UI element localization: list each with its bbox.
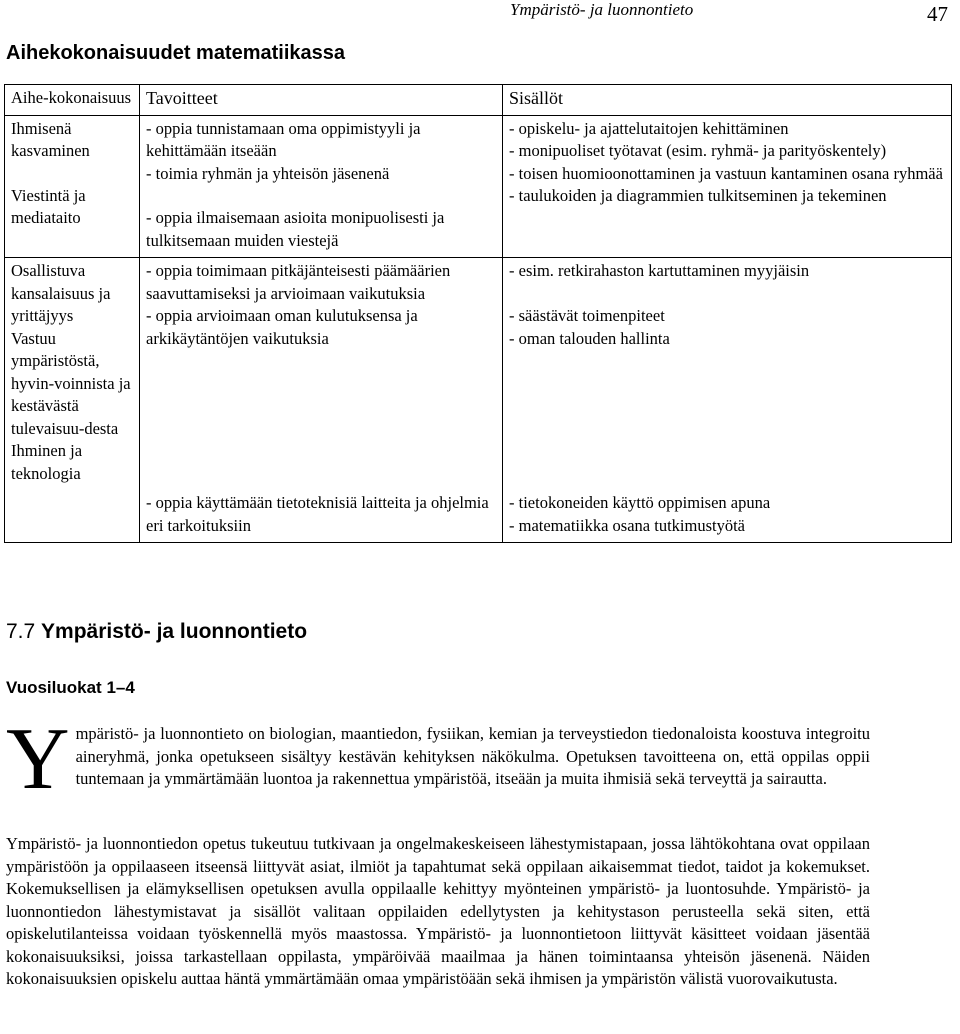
page-number: 47 [927,2,948,26]
table-header-row [5,85,952,116]
grade-heading: Vuosiluokat 1–4 [6,678,135,697]
cell-topic [5,115,140,258]
topic-label: Viestintä ja mediataito [11,185,86,227]
table-row [5,115,952,258]
section-heading: Aihekokonaisuudet matematiikassa [6,42,346,64]
intro-text: mpäristö- ja luonnontieto on biologian, maantiedon, fysiikan, kemian ja terveystiedon tiedonaloista koostuva integroitu aineryhmä, jonka opetukseen sisältyy kestävän kehityksen näkökulma. Opetuksen tavoitteena on, että oppilas oppii tuntemaan ja ymmärtämään luontoa ja rakennettua ympäristöä, itseään ja muita ihmisiä sekä terveyttä ja sairautta. [75,724,870,788]
body-paragraph: Ympäristö- ja luonnontiedon opetus tukeutuu tutkivaan ja ongelmakeskeiseen lähestymistapaan, jossa lähtökohtana ovat oppilaan ympäristöön ja oppilaaseen itseensä liittyvät asiat, ilmiöt ja tapahtumat sekä oppilaan aikaisemmat tiedot, taidot ja kokemukset. Kokemuksellisen ja elämyksellisen opetuksen avulla oppilaalle kehittyy myönteinen ympäristö- ja luontosuhde. Ympäristö- ja luonnontiedon lähestymistavat ja sisällöt valitaan oppilaiden edellytysten ja kehitystason perusteella sekä siten, että opiskelutilanteissa voidaan työskennellä myös maastossa. Ympäristö- ja luonnontietoon liittyvät käsitteet voidaan jäsentää kokonaisuuksiksi, joissa tarkastellaan oppilasta, ympäröivää maailmaa ja hänen toimintaansa yhteisön jäsenenä. Näiden kokonaisuuksien opiskelu auttaa häntä ymmärtämään omaa ympäristöään sekä ihmisen ja ympäristön välistä vuorovaikutusta. [6,834,870,988]
subsection-title: Ympäristö- ja luonnontieto [41,620,308,643]
contents-text: - opiskelu- ja ajattelutaitojen kehittäminen - monipuoliset työtavat (esim. ryhmä- ja parityöskentely) - toisen huomioonottaminen ja vastuun kantaminen osana ryhmää [509,118,943,183]
goals-text: - oppia ilmaisemaan asioita monipuolisesti ja tulkitsemaan muiden viestejä [146,208,445,250]
cell-contents [503,115,952,258]
cell-topic [5,258,140,543]
contents-text: - esim. retkirahaston kartuttaminen myyjäisin - säästävät toimenpiteet - oman talouden hallinta [509,261,810,348]
topic-label: Vastuu ympäristöstä, hyvin-voinnista ja kestävästä tulevaisuu-desta [11,328,131,438]
cell-goals [140,258,503,543]
goals-text: - oppia käyttämään tietoteknisiä laitteita ja ohjelmia eri tarkoituksiin [146,493,489,535]
subsection-heading [6,620,307,644]
header-contents: Sisällöt [503,85,952,116]
contents-text: - taulukoiden ja diagrammien tulkitseminen ja tekeminen [509,186,887,205]
cell-contents [503,258,952,543]
drop-cap: Y [6,711,70,808]
topic-label: Ihmisenä kasvaminen [11,118,90,160]
header-goals: Tavoitteet [140,85,503,116]
goals-text: - oppia toimimaan pitkäjänteisesti päämäärien saavuttamiseksi ja arvioimaan vaikutuksia - oppia arvioimaan oman kulutuksensa ja arkikäytäntöjen vaikutuksia [146,261,451,348]
intro-paragraph [6,711,870,808]
subsection-number: 7.7 [6,620,36,643]
topic-label: Ihminen ja teknologia [11,441,83,483]
theme-table [4,84,952,543]
table-row [5,258,952,543]
running-head: Ympäristö- ja luonnontieto [510,0,694,19]
goals-text: - oppia tunnistamaan oma oppimistyyli ja kehittämään itseään - toimia ryhmän ja yhteisön jäsenenä [146,118,421,183]
contents-text: - tietokoneiden käyttö oppimisen apuna - matematiikka osana tutkimustyötä [509,493,771,535]
cell-goals [140,115,503,258]
header-topic: Aihe-kokonaisuus [5,85,140,116]
topic-label: Osallistuva kansalaisuus ja yrittäjyys [11,261,111,325]
